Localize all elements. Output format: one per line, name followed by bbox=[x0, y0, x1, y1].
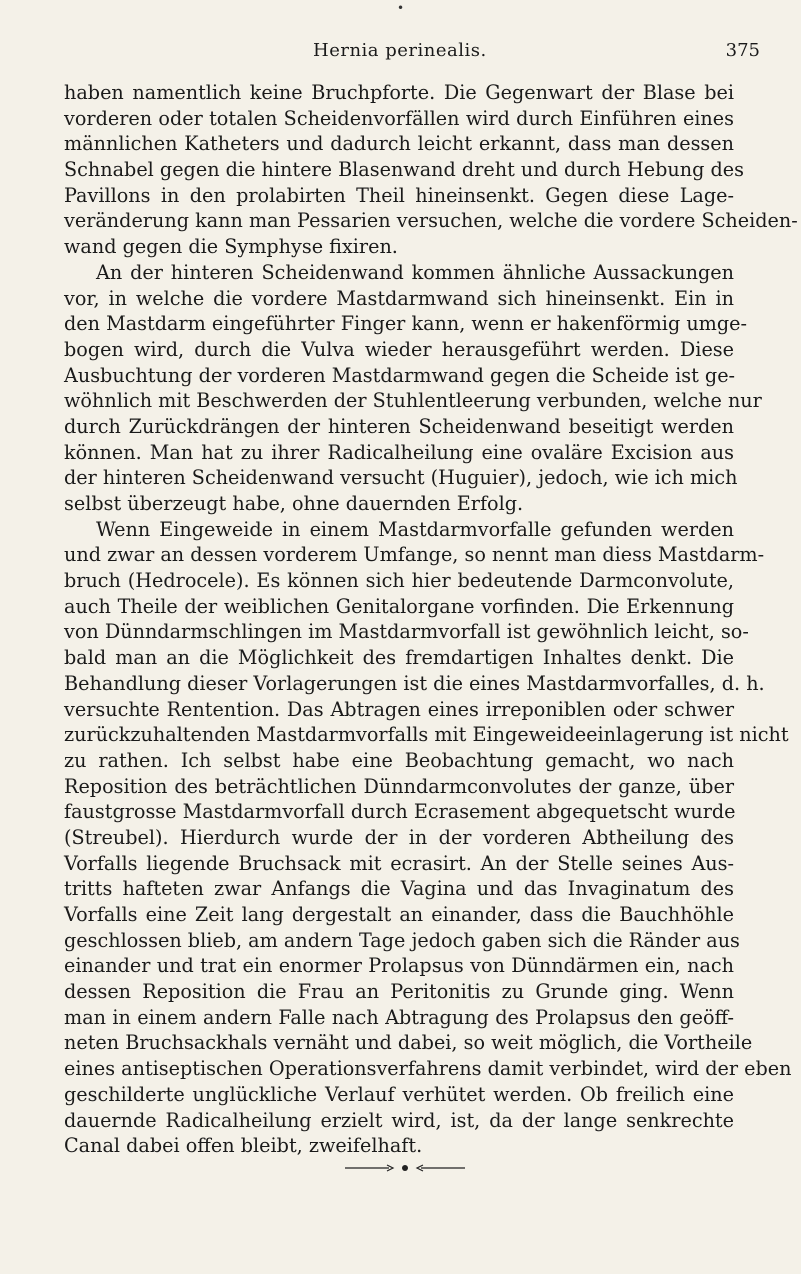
text-line: männlichen Katheters und dadurch leicht erkannt, dass man dessen bbox=[64, 132, 734, 156]
text-line: einander und trat ein enormer Prolapsus von Dünndärmen ein, nach bbox=[64, 954, 734, 978]
text-line: Pavillons in den prolabirten Theil hineinsenkt. Gegen diese Lage- bbox=[64, 183, 734, 207]
text-line: auch Theile der weiblichen Genitalorgane vorfinden. Die Erkennung bbox=[64, 594, 734, 618]
text-line: dauernde Radicalheilung erzielt wird, ist, da der lange senkrechte bbox=[64, 1108, 734, 1132]
text-line: von Dünndarmschlingen im Mastdarmvorfall ist gewöhnlich leicht, so- bbox=[64, 620, 749, 644]
text-line: der hinteren Scheidenwand versucht (Huguier), jedoch, wie ich mich bbox=[64, 466, 738, 490]
text-line: Ausbuchtung der vorderen Mastdarmwand gegen die Scheide ist ge- bbox=[64, 363, 736, 387]
text-line: neten Bruchsackhals vernäht und dabei, so weit möglich, die Vortheile bbox=[64, 1031, 753, 1055]
text-line: An der hinteren Scheidenwand kommen ähnliche Aussackungen bbox=[96, 260, 734, 284]
paragraph bbox=[64, 517, 792, 1159]
text-line: zu rathen. Ich selbst habe eine Beobachtung gemacht, wo nach bbox=[64, 748, 734, 772]
text-line: faustgrosse Mastdarmvorfall durch Ecrasement abgequetscht wurde bbox=[64, 800, 736, 824]
text-line: Wenn Eingeweide in einem Mastdarmvorfalle gefunden werden bbox=[96, 517, 734, 541]
text-line: haben namentlich keine Bruchpforte. Die Gegenwart der Blase bei bbox=[64, 81, 734, 104]
page-number: 375 bbox=[725, 40, 760, 61]
text-line: vor, in welche die vordere Mastdarmwand sich hineinsenkt. Ein in bbox=[64, 286, 734, 310]
text-line: versuchte Rentention. Das Abtragen eines irreponiblen oder schwer bbox=[64, 697, 734, 721]
text-line: zurückzuhaltenden Mastdarmvorfalls mit Eingeweideeinlagerung ist nicht bbox=[64, 723, 789, 747]
text-line: eines antiseptischen Operationsverfahrens damit verbindet, wird der eben bbox=[64, 1057, 792, 1081]
text-line: veränderung kann man Pessarien versuchen, welche die vordere Scheiden- bbox=[64, 209, 798, 233]
text-line: Schnabel gegen die hintere Blasenwand dreht und durch Hebung des bbox=[64, 158, 744, 182]
text-line: bruch (Hedrocele). Es können sich hier bedeutende Darmconvolute, bbox=[64, 569, 734, 593]
text-line: geschlossen blieb, am andern Tage jedoch gaben sich die Ränder aus bbox=[64, 928, 740, 952]
end-ornament-icon bbox=[345, 1162, 465, 1174]
text-line: Vorfalls liegende Bruchsack mit ecrasirt. An der Stelle seines Aus- bbox=[64, 851, 734, 875]
text-line: selbst überzeugt habe, ohne dauernden Erfolg. bbox=[64, 492, 524, 515]
text-line: Reposition des beträchtlichen Dünndarmconvolutes der ganze, über bbox=[64, 774, 734, 798]
text-line: durch Zurückdrängen der hinteren Scheidenwand beseitigt werden bbox=[64, 414, 734, 438]
paragraph bbox=[64, 260, 762, 517]
text-line: den Mastdarm eingeführter Finger kann, wenn er hakenförmig umge- bbox=[64, 312, 748, 336]
text-line: wöhnlich mit Beschwerden der Stuhlentleerung verbunden, welche nur bbox=[64, 389, 762, 413]
text-line: können. Man hat zu ihrer Radicalheilung eine ovaläre Excision aus bbox=[64, 440, 734, 464]
text-line: und zwar an dessen vorderem Umfange, so nennt man diess Mastdarm- bbox=[64, 543, 765, 567]
running-header bbox=[270, 40, 760, 66]
body-text bbox=[64, 80, 798, 1159]
text-line: tritts hafteten zwar Anfangs die Vagina und das Invaginatum des bbox=[64, 877, 734, 901]
text-line: vorderen oder totalen Scheidenvorfällen wird durch Einführen eines bbox=[64, 106, 734, 130]
text-line: Vorfalls eine Zeit lang dergestalt an einander, dass die Bauchhöhle bbox=[64, 903, 734, 926]
text-line: man in einem andern Falle nach Abtragung des Prolapsus den geöff- bbox=[64, 1005, 734, 1029]
text-line: Canal dabei offen bleibt, zweifelhaft. bbox=[64, 1134, 423, 1158]
text-line: (Streubel). Hierdurch wurde der in der vorderen Abtheilung des bbox=[64, 825, 734, 849]
text-line: dessen Reposition die Frau an Peritonitis zu Grunde ging. Wenn bbox=[64, 980, 734, 1004]
text-line: Behandlung dieser Vorlagerungen ist die eines Mastdarmvorfalles, d. h. bbox=[64, 671, 765, 695]
paragraph bbox=[64, 80, 798, 260]
text-line: bald man an die Möglichkeit des fremdartigen Inhaltes denkt. Die bbox=[64, 646, 734, 670]
text-line: wand gegen die Symphyse fixiren. bbox=[64, 235, 398, 259]
running-title: Hernia perinealis. bbox=[313, 40, 487, 61]
text-line: geschilderte unglückliche Verlauf verhütet werden. Ob freilich eine bbox=[64, 1082, 734, 1106]
text-line: bogen wird, durch die Vulva wieder herausgeführt werden. Diese bbox=[64, 337, 734, 361]
page-top-mark: • bbox=[397, 1, 405, 15]
